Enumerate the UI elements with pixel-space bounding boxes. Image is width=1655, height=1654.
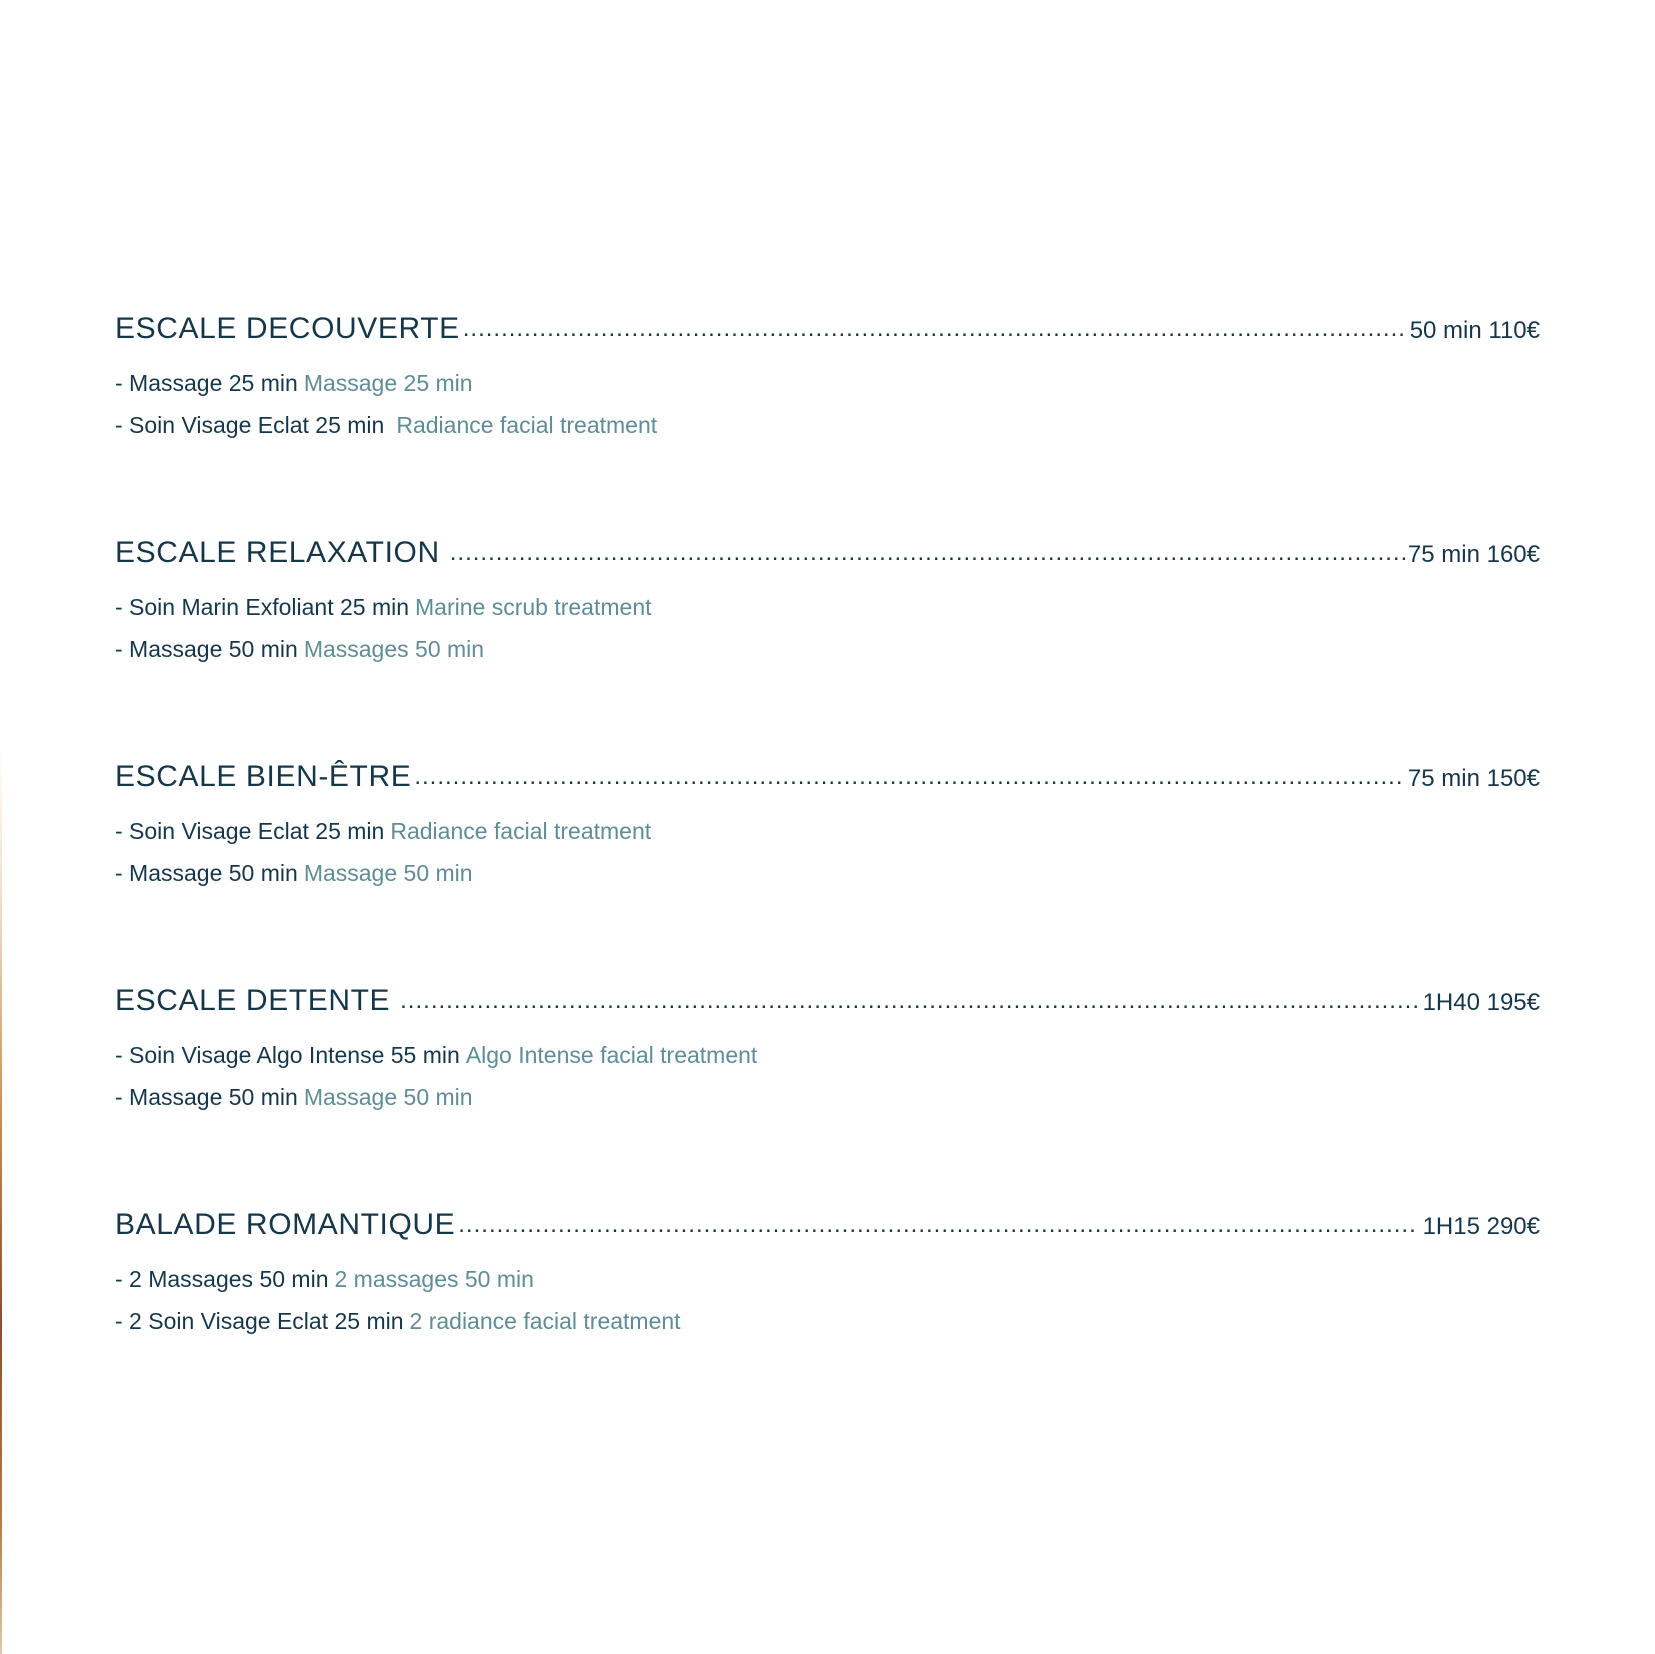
section-price: 1H15 290€ [1422, 1213, 1540, 1240]
treatment-english: Massage 25 min [303, 370, 473, 396]
treatment-item [115, 1300, 1540, 1342]
section-title: ESCALE DETENTE [115, 984, 391, 1017]
section-price: 75 min 150€ [1407, 765, 1540, 792]
treatment-english: Marine scrub treatment [415, 594, 652, 620]
treatment-english: Massages 50 min [303, 636, 485, 662]
menu-section-escale-bien-etre [115, 760, 1540, 984]
treatment-english: Algo Intense facial treatment [465, 1042, 758, 1068]
treatment-french: - Massage 50 min [115, 1084, 298, 1110]
dot-leader [463, 315, 1407, 343]
spa-menu [115, 312, 1540, 1432]
treatment-item [115, 852, 1540, 894]
menu-section-escale-decouverte [115, 312, 1540, 536]
treatment-french: - Massage 25 min [115, 370, 298, 396]
section-title: ESCALE DECOUVERTE [115, 312, 460, 345]
treatment-list [115, 810, 1540, 894]
treatment-french: - 2 Massages 50 min [115, 1266, 329, 1292]
treatment-french: - Massage 50 min [115, 636, 298, 662]
treatment-french: - Soin Marin Exfoliant 25 min [115, 594, 410, 620]
treatment-english: Radiance facial treatment [390, 818, 652, 844]
treatment-item [115, 362, 1540, 404]
section-title: ESCALE BIEN-ÊTRE [115, 760, 412, 793]
treatment-list [115, 362, 1540, 446]
page-edge-decoration [0, 0, 2, 1654]
section-title-row [115, 312, 1540, 352]
menu-section-escale-detente [115, 984, 1540, 1208]
treatment-item [115, 404, 1540, 446]
treatment-item [115, 810, 1540, 852]
section-price: 50 min 110€ [1409, 317, 1540, 344]
section-title-row [115, 984, 1540, 1024]
treatment-item [115, 628, 1540, 670]
treatment-english: 2 massages 50 min [334, 1266, 534, 1292]
section-title: BALADE ROMANTIQUE [115, 1208, 456, 1241]
treatment-english: Massage 50 min [303, 1084, 473, 1110]
section-title-row [115, 760, 1540, 800]
treatment-french: - Soin Visage Eclat 25 min [115, 818, 385, 844]
treatment-french: - Soin Visage Algo Intense 55 min [115, 1042, 460, 1068]
section-price: 1H40 195€ [1422, 989, 1540, 1016]
menu-section-escale-relaxation [115, 536, 1540, 760]
treatment-item [115, 1034, 1540, 1076]
treatment-english: 2 radiance facial treatment [409, 1308, 681, 1334]
dot-leader [414, 763, 1405, 791]
treatment-item [115, 1258, 1540, 1300]
treatment-english: Massage 50 min [303, 860, 473, 886]
section-title-row [115, 536, 1540, 576]
treatment-english: Radiance facial treatment [396, 412, 658, 438]
dot-leader [450, 539, 1405, 567]
section-title-row [115, 1208, 1540, 1248]
treatment-french: - Massage 50 min [115, 860, 298, 886]
treatment-list [115, 586, 1540, 670]
treatment-item [115, 586, 1540, 628]
treatment-french: - Soin Visage Eclat 25 min [115, 412, 385, 438]
section-title: ESCALE RELAXATION [115, 536, 440, 569]
treatment-list [115, 1034, 1540, 1118]
treatment-list [115, 1258, 1540, 1342]
dot-leader [400, 987, 1416, 1015]
treatment-french: - 2 Soin Visage Eclat 25 min [115, 1308, 404, 1334]
dot-leader [458, 1211, 1416, 1239]
treatment-item [115, 1076, 1540, 1118]
menu-section-balade-romantique [115, 1208, 1540, 1432]
section-price: 75 min 160€ [1407, 541, 1540, 568]
